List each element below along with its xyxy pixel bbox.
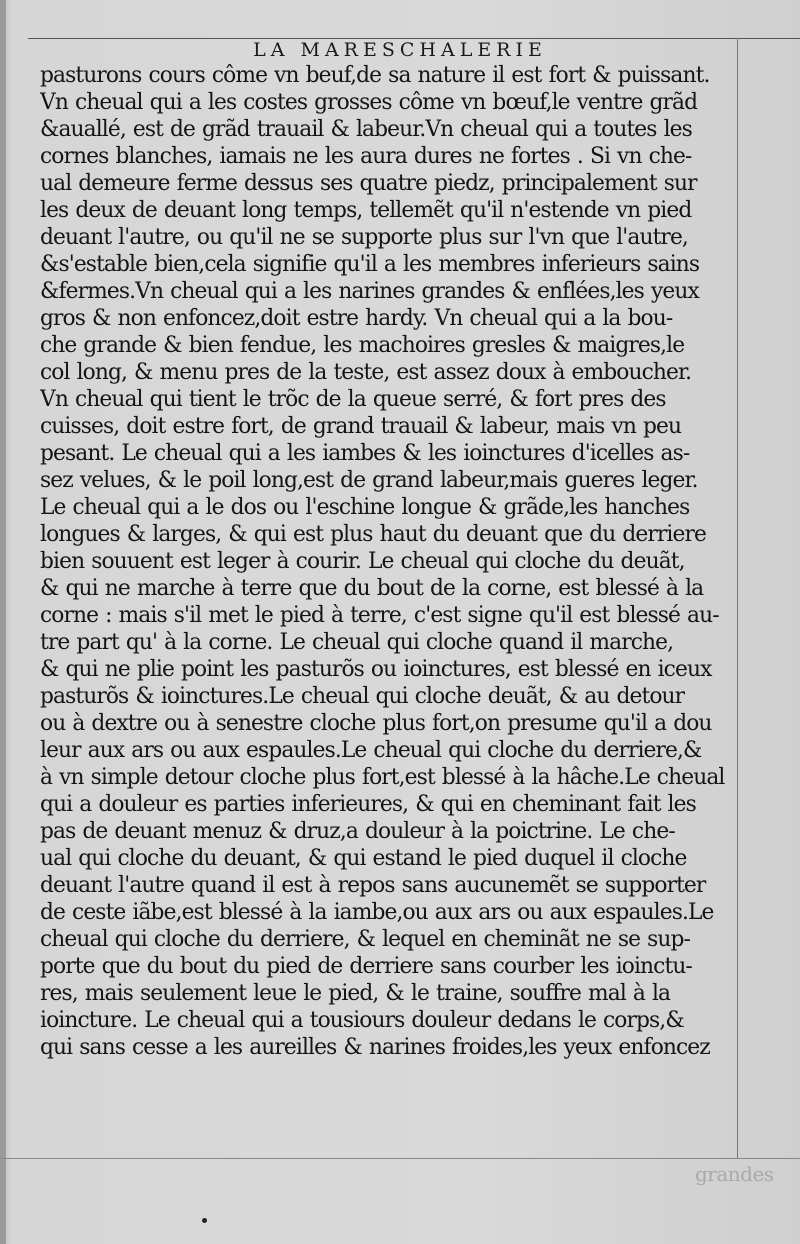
bottom-rule (0, 1158, 800, 1159)
text-line: longues & larges, & qui est plus haut du deuant que du derriere (40, 522, 706, 547)
text-line: sez velues, & le poil long,est de grand labeur,mais gueres leger. (40, 468, 698, 493)
text-line: qui a douleur es parties inferieures, & qui en cheminant fait les (40, 792, 696, 817)
text-line: & qui ne marche à terre que du bout de la corne, est blessé à la (40, 576, 704, 601)
text-line: leur aux ars ou aux espaules.Le cheual qui cloche du derriere,& (40, 738, 702, 763)
text-line: de ceste iãbe,est blessé à la iambe,ou aux ars ou aux espaules.Le (40, 900, 714, 925)
running-head: LA MARESCHALERIE (253, 39, 547, 61)
text-line: cuisses, doit estre fort, de grand trauail & labeur, mais vn peu (40, 414, 682, 439)
ink-dot (202, 1218, 207, 1223)
text-line: & qui ne plie point les pasturõs ou ioinctures, est blessé en iceux (40, 657, 712, 682)
text-line: col long, & menu pres de la teste, est assez doux à emboucher. (40, 360, 692, 385)
catchword: grandes (695, 1162, 774, 1186)
text-line: ual demeure ferme dessus ses quatre piedz, principalement sur (40, 171, 697, 196)
text-line: ual qui cloche du deuant, & qui estand le pied duquel il cloche (40, 846, 687, 871)
body-text (40, 62, 740, 1061)
text-line: ioincture. Le cheual qui a tousiours douleur dedans le corps,& (40, 1008, 684, 1033)
text-line: Le cheual qui a le dos ou l'eschine longue & grãde,les hanches (40, 495, 690, 520)
text-line: &fermes.Vn cheual qui a les narines grandes & enflées,les yeux (40, 279, 699, 304)
text-line: che grande & bien fendue, les machoires gresles & maigres,le (40, 333, 685, 358)
text-line: &auallé, est de grãd trauail & labeur.Vn cheual qui a toutes les (40, 117, 692, 142)
text-line: cheual qui cloche du derriere, & lequel en cheminãt ne se sup- (40, 927, 690, 952)
text-line: tre part qu' à la corne. Le cheual qui cloche quand il marche, (40, 630, 674, 655)
text-line: deuant l'autre quand il est à repos sans aucunemẽt se supporter (40, 873, 706, 898)
text-line: res, mais seulement leue le pied, & le traine, souffre mal à la (40, 981, 671, 1006)
text-line: à vn simple detour cloche plus fort,est blessé à la hâche.Le cheual (40, 765, 725, 790)
text-line: pesant. Le cheual qui a les iambes & les ioinctures d'icelles as- (40, 441, 690, 466)
text-line: pasturons cours côme vn beuf,de sa nature il est fort & puissant. (40, 63, 710, 88)
text-line: Vn cheual qui a les costes grosses côme vn bœuf,le ventre grãd (40, 90, 698, 115)
text-line: &s'estable bien,cela signifie qu'il a les membres inferieurs sains (40, 252, 700, 277)
text-line: pas de deuant menuz & druz,a douleur à la poictrine. Le che- (40, 819, 675, 844)
text-line: porte que du bout du pied de derriere sans courber les ioinctu- (40, 954, 692, 979)
text-line: deuant l'autre, ou qu'il ne se supporte plus sur l'vn que l'autre, (40, 225, 688, 250)
text-line: bien souuent est leger à courir. Le cheual qui cloche du deuãt, (40, 549, 685, 574)
text-line: pasturõs & ioinctures.Le cheual qui cloche deuãt, & au detour (40, 684, 685, 709)
page-gutter-edge (0, 0, 6, 1244)
text-line: ou à dextre ou à senestre cloche plus fort,on presume qu'il a dou (40, 711, 712, 736)
text-line: Vn cheual qui tient le trõc de la queue serré, & fort pres des (40, 387, 666, 412)
text-line: gros & non enfoncez,doit estre hardy. Vn cheual qui a la bou- (40, 306, 673, 331)
text-line: qui sans cesse a les aureilles & narines froides,les yeux enfoncez (40, 1035, 710, 1060)
text-line: cornes blanches, iamais ne les aura dures ne fortes . Si vn che- (40, 144, 692, 169)
text-line: corne : mais s'il met le pied à terre, c'est signe qu'il est blessé au- (40, 603, 719, 628)
text-line: les deux de deuant long temps, tellemẽt qu'il n'estende vn pied (40, 198, 692, 223)
